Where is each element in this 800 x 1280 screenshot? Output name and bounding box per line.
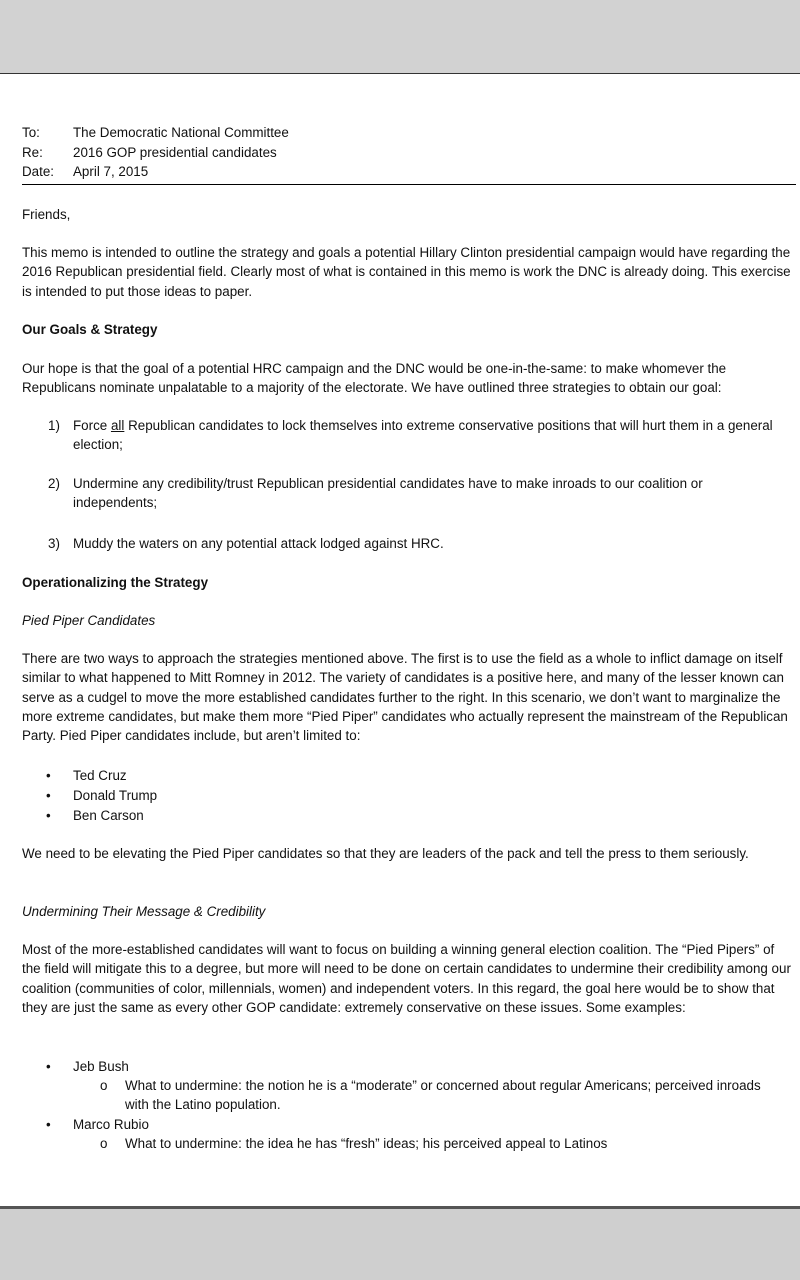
viewer-bottom-bar [0, 1206, 800, 1280]
intro-paragraph: This memo is intended to outline the strategy and goals a potential Hillary Clinton presidential campaign would have regarding the 2016 Republican presidential field. Clearly most of what is contained in this memo is work the DNC is already doing. This exercise is intended to put those ideas to paper. [22, 245, 791, 299]
list-item: • Donald Trump [46, 786, 746, 806]
goals-heading: Our Goals & Strategy [22, 322, 158, 337]
memo-to-value: The Democratic National Committee [73, 125, 289, 140]
operationalizing-heading: Operationalizing the Strategy [22, 575, 209, 590]
strategy-number: 2) [48, 476, 60, 491]
strategy-number: 3) [48, 536, 60, 551]
sub-list-item: o What to undermine: the idea he has “fresh” ideas; his perceived appeal to Latinos [100, 1134, 780, 1154]
viewer-top-bar [0, 0, 800, 74]
bullet-icon: • [46, 1117, 51, 1132]
memo-to-label: To: [22, 125, 40, 140]
pied-piper-heading: Pied Piper Candidates [22, 613, 156, 628]
list-item: • Marco Rubio [46, 1115, 786, 1135]
bullet-icon: • [46, 808, 51, 823]
greeting: Friends, [22, 207, 71, 222]
bullet-icon: • [46, 788, 51, 803]
memo-re-value: 2016 GOP presidential candidates [73, 144, 277, 160]
goals-paragraph: Our hope is that the goal of a potential HRC campaign and the DNC would be one-in-the-same: to make whomever the Republicans nominate unpalatable to a majority of the electorate. We have outlined three strategies to obtain our goal: [22, 361, 727, 396]
memo-header-rule [22, 184, 796, 185]
strategy-text: Force all Republican candidates to lock themselves into extreme conservative positions that will hurt them in a general election; [73, 418, 773, 453]
memo-date-label: Date: [22, 164, 55, 179]
memo-re-row [22, 145, 796, 165]
list-item: • Ben Carson [46, 806, 746, 826]
strategy-item-3 [22, 534, 794, 554]
memo-header [22, 125, 796, 184]
strategy-text: Undermine any credibility/trust Republican presidential candidates have to make inroads to our coalition or independents; [73, 476, 703, 511]
elevate-paragraph: We need to be elevating the Pied Piper candidates so that they are leaders of the pack and tell the press to them seriously. [22, 846, 749, 861]
bullet-icon: • [46, 768, 51, 783]
sub-list-item: o What to undermine: the notion he is a “moderate” or concerned about regular Americans; perceived inroads with the Latino population. [100, 1078, 761, 1113]
memo-to-row [22, 125, 796, 145]
bullet-icon: • [46, 1059, 51, 1074]
undermining-paragraph: Most of the more-established candidates will want to focus on building a winning general election coalition. The “Pied Pipers” of the field will mitigate this to a degree, but more will need to be done on certain candidates to undermine their credibility among our coalition (communities of color, millennials, women) and independent voters. In this regard, the goal here would be to show that they are just the same as every other GOP candidate: extremely conservative on these issues. Some examples: [22, 942, 791, 1015]
undermining-heading: Undermining Their Message & Credibility [22, 904, 266, 919]
strategy-text: Muddy the waters on any potential attack lodged against HRC. [73, 536, 444, 551]
list-item: • Jeb Bush [46, 1057, 786, 1077]
sub-bullet-icon: o [100, 1078, 108, 1093]
pied-piper-paragraph: There are two ways to approach the strategies mentioned above. The first is to use the field as a whole to inflict damage on itself similar to what happened to Mitt Romney in 2012. The variety of candidates is a positive here, and many of the lesser known can serve as a cudgel to move the more established candidates further to the right. In this scenario, we don’t want to marginalize the more extreme candidates, but make them more “Pied Piper” candidates who actually represent the mainstream of the Republican Party. Pied Piper candidates include, but aren’t limited to: [22, 651, 788, 744]
strategy-item-2 [22, 474, 794, 514]
strategy-item-1 [22, 416, 794, 456]
sub-bullet-icon: o [100, 1136, 108, 1151]
memo-date-row [22, 164, 796, 184]
list-item: • Ted Cruz [46, 766, 746, 786]
document-page[interactable] [0, 74, 800, 1206]
memo-re-label: Re: [22, 144, 43, 160]
strategy-number: 1) [48, 418, 60, 433]
memo-date-value: April 7, 2015 [73, 164, 149, 179]
